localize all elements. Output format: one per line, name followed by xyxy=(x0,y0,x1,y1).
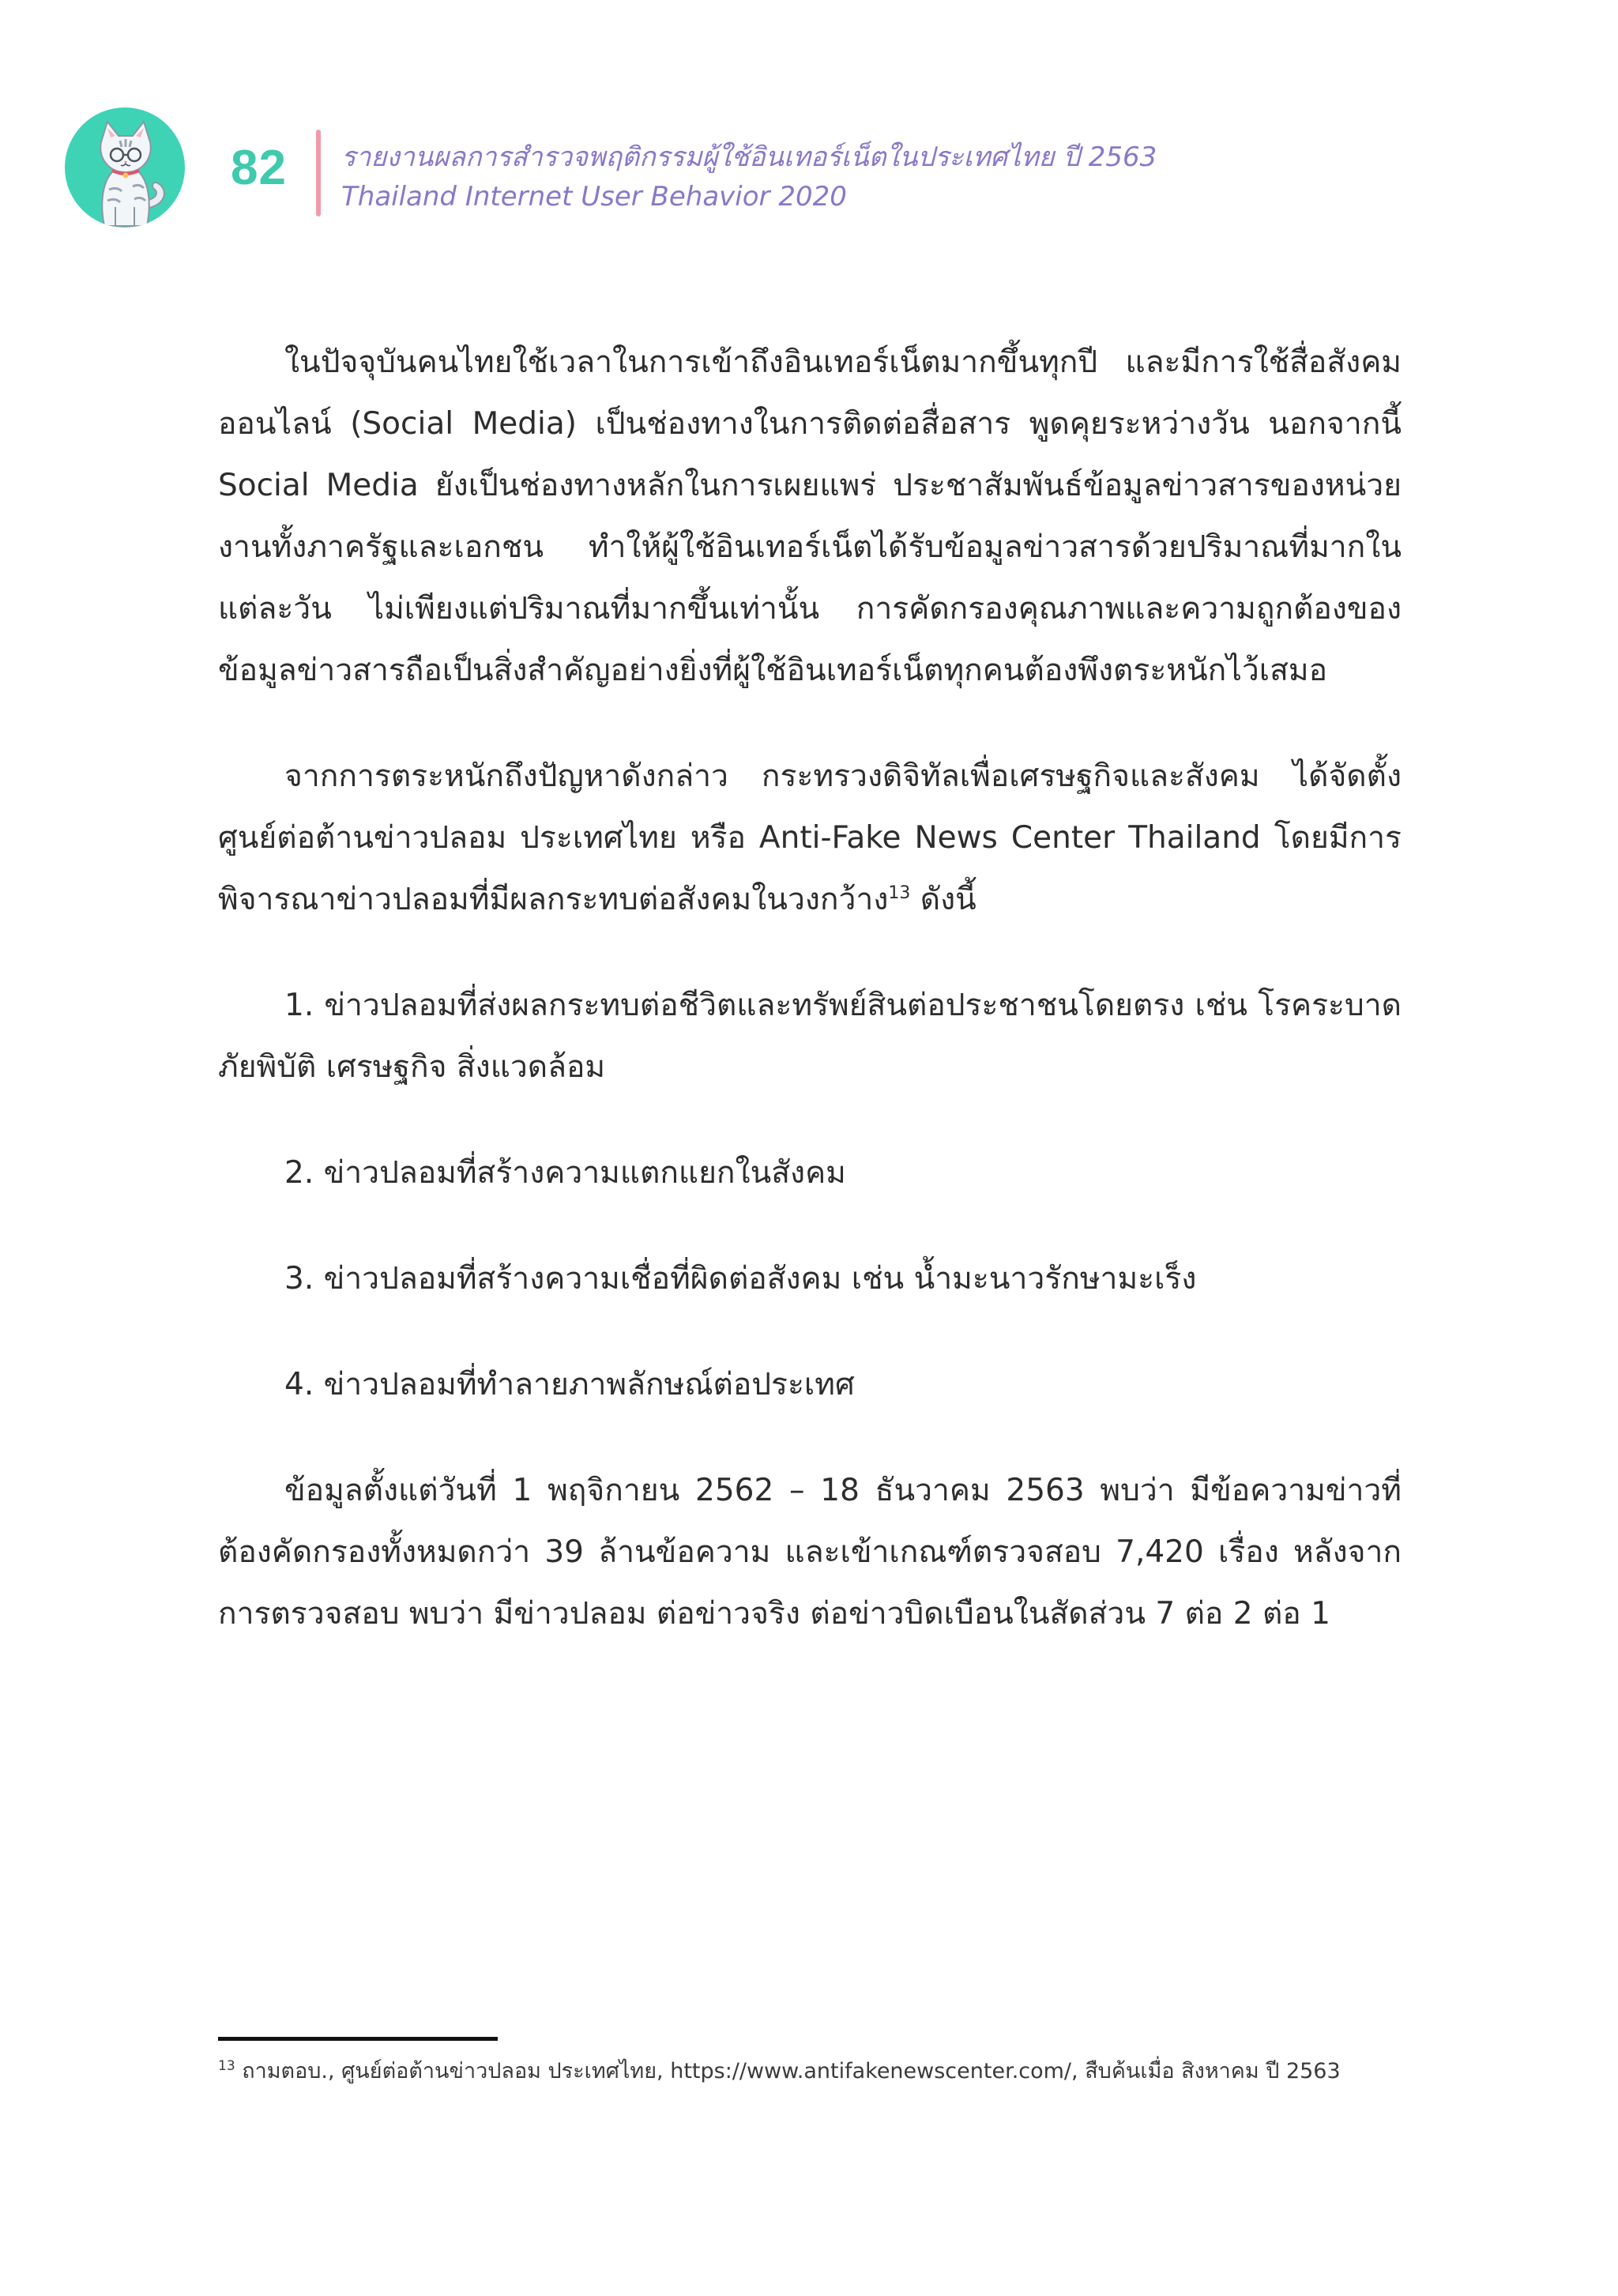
list-item: 2. ข่าวปลอมที่สร้างความแตกแยกในสังคม xyxy=(284,1155,846,1191)
main-content xyxy=(218,332,1402,1645)
anti-fake-news-paragraph-text: จากการตระหนักถึงปัญหาดังกล่าว กระทรวงดิจิทัลเพื่อเศรษฐกิจและสังคม ได้จัดตั้งศูนย์ต่อต้านข่าวปลอม ประเทศไทย หรือ Anti-Fake News Center Thailand โดยมีการพิจารณาข่าวปลอมที่มีผลกระทบต่อสังคมในวงกว้าง xyxy=(218,758,1402,917)
intro-paragraph: ในปัจจุบันคนไทยใช้เวลาในการเข้าถึงอินเทอร์เน็ตมากขึ้นทุกปี และมีการใช้สื่อสังคมออนไลน์ (Social Media) เป็นช่องทางในการติดต่อสื่อสาร พูดคุยระหว่างวัน นอกจากนี้ Social Media ยังเป็นช่องทางหลักในการเผยแพร่ ประชาสัมพันธ์ข้อมูลข่าวสารของหน่วยงานทั้งภาครัฐและเอกชน ทำให้ผู้ใช้อินเทอร์เน็ตได้รับข้อมูลข่าวสารด้วยปริมาณที่มากในแต่ละวัน ไม่เพียงแต่ปริมาณที่มากขึ้นเท่านั้น การคัดกรองคุณภาพและความถูกต้องของข้อมูลข่าวสารถือเป็นสิ่งสำคัญอย่างยิ่งที่ผู้ใช้อินเทอร์เน็ตทุกคนต้องพึงตระหนักไว้เสมอ xyxy=(218,344,1402,688)
anti-fake-news-paragraph xyxy=(218,746,1402,931)
footnote-divider xyxy=(218,2037,498,2041)
page-number: 82 xyxy=(231,141,287,195)
footnote-reference: 13 xyxy=(888,883,911,903)
footnote xyxy=(218,2056,1402,2087)
list-item: 4. ข่าวปลอมที่ทำลายภาพลักษณ์ต่อประเทศ xyxy=(284,1367,855,1402)
report-title-english: Thailand Internet User Behavior 2020 xyxy=(341,181,847,213)
report-title-thai: รายงานผลการสำรวจพฤติกรรมผู้ใช้อินเทอร์เน็ตในประเทศไทย ปี 2563 xyxy=(341,141,1157,173)
list-item: 3. ข่าวปลอมที่สร้างความเชื่อที่ผิดต่อสังคม เช่น น้ำมะนาวรักษามะเร็ง xyxy=(284,1261,1197,1297)
list-item: 1. ข่าวปลอมที่ส่งผลกระทบต่อชีวิตและทรัพย์สินต่อประชาชนโดยตรง เช่น โรคระบาด ภัยพิบัติ เศรษฐกิจ สิ่งแวดล้อม xyxy=(218,988,1402,1085)
header-divider xyxy=(316,130,321,216)
footnote-text: ถามตอบ., ศูนย์ต่อต้านข่าวปลอม ประเทศไทย, https://www.antifakenewscenter.com/, สืบค้นเมื่อ สิงหาคม ปี 2563 xyxy=(235,2059,1341,2083)
page-header xyxy=(0,0,1618,237)
anti-fake-news-paragraph-tail: ดังนี้ xyxy=(910,882,976,917)
statistics-paragraph: ข้อมูลตั้งแต่วันที่ 1 พฤจิกายน 2562 – 18 ธันวาคม 2563 พบว่า มีข้อความข่าวที่ต้องคัดกรองทั้งหมดกว่า 39 ล้านข้อความ และเข้าเกณฑ์ตรวจสอบ 7,420 เรื่อง หลังจากการตรวจสอบ พบว่า มีข่าวปลอม ต่อข่าวจริง ต่อข่าวบิดเบือนในสัดส่วน 7 ต่อ 2 ต่อ 1 xyxy=(218,1473,1402,1632)
footnote-number: 13 xyxy=(218,2058,235,2074)
cat-mascot-icon xyxy=(65,107,185,228)
